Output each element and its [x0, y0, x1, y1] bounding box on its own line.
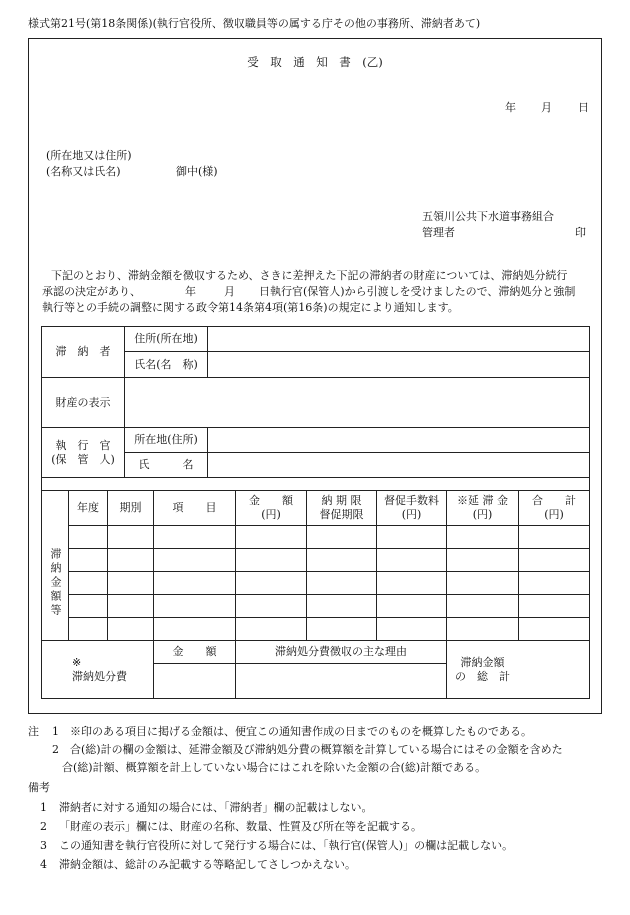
taxpayer-name-label: 氏名(名 称) [134, 357, 198, 371]
proc-reason-label: 滞納処分費徴収の主な理由 [275, 645, 407, 658]
col-total-2: (円) [544, 508, 564, 521]
property-field[interactable] [125, 378, 589, 427]
proc-amount-label: 金 額 [172, 645, 217, 658]
col-period: 期別 [119, 501, 142, 514]
proc-fee-text: 滞納処分費 [72, 669, 127, 683]
officer-location-label: 所在地(住所) [134, 433, 198, 446]
officer-label [42, 428, 124, 477]
recipient-address-label: (所在地又は住所) [46, 149, 132, 162]
recipient-suffix: 御中(様) [176, 165, 218, 178]
taxpayer-address-label: 住所(所在地) [134, 332, 198, 345]
col-delay-1: ※延 滞 金 [457, 494, 508, 507]
body-paragraph [42, 268, 597, 316]
officer-label-2: (保 管 人) [51, 452, 115, 466]
taxpayer-label: 滞 納 者 [55, 345, 111, 358]
arrears-label-text: 滞納金額等 [49, 548, 62, 618]
notes-label: 注 [28, 725, 39, 738]
remark-2: 「財産の表示」欄には、財産の名称、数量、性質及び所在等を記載する。 [59, 820, 422, 833]
officer-name-field[interactable] [208, 453, 589, 477]
remarks-label: 備考 [28, 781, 50, 794]
date-month: 月 [541, 101, 552, 114]
col-deadline [307, 491, 376, 525]
sender-title: 管理者 [422, 226, 455, 239]
grand-total-label-1: 滞納金額 [460, 655, 505, 669]
note-1: ※印のある項目に掲げる金額は、便宜この通知書作成の日までのものを概算したものである。 [70, 725, 532, 738]
sender-seal: 印 [575, 226, 586, 239]
recipient-name-label: (名称又は氏名) [46, 165, 121, 178]
taxpayer-name-field[interactable] [208, 352, 589, 377]
col-fee [377, 491, 446, 525]
body-line-2-b: 日執行官(保管人)から引渡しを受けましたので、滞納処分と強制 [259, 285, 576, 298]
officer-location-field[interactable] [208, 428, 589, 452]
remark-1: 滞納者に対する通知の場合には、「滞納者」欄の記載はしない。 [59, 801, 373, 814]
body-line-2-a: 承認の決定があり、 [42, 285, 141, 298]
remark-3-num: 3 [40, 839, 47, 852]
col-amount-1: 金 額 [249, 494, 293, 507]
officer-name-label: 氏 名 [138, 458, 194, 471]
body-line-3: 執行等との手続の調整に関する政令第14条第4項(第16条)の規定により通知します。 [42, 301, 459, 314]
grand-total-label-2: の 総 計 [455, 669, 510, 683]
grand-total-label [447, 641, 518, 698]
body-line-2-month: 月 [224, 285, 235, 298]
proc-fee-mark: ※ [72, 655, 82, 669]
col-fee-2: (円) [401, 508, 422, 521]
col-year: 年度 [77, 501, 99, 514]
remark-2-num: 2 [40, 820, 47, 833]
col-delay [447, 491, 518, 525]
proc-fee-label [42, 641, 153, 698]
document-title: 受 取 通 知 書 (乙) [247, 55, 383, 69]
note-2b: 合(総)計額、概算額を計上していない場合にはこれを除いた金額の合(総)計額である。 [62, 761, 487, 774]
note-2-num: 2 [52, 743, 59, 756]
arrears-label [42, 526, 68, 640]
col-amount [236, 491, 306, 525]
officer-label-1: 執 行 官 [55, 438, 111, 452]
remark-3: この通知書を執行官役所に対して発行する場合には、「執行官(保管人)」の欄は記載しない。 [59, 839, 514, 852]
col-item: 項 目 [172, 501, 217, 514]
date-year: 年 [505, 101, 516, 114]
taxpayer-address-field[interactable] [208, 327, 589, 351]
note-1-num: 1 [52, 725, 59, 738]
col-delay-2: (円) [472, 508, 493, 521]
remark-1-num: 1 [40, 801, 47, 814]
remark-4: 滞納金額は、総計のみ記載する等略記してさしつかえない。 [59, 858, 356, 871]
body-line-2-year: 年 [185, 285, 196, 298]
col-total [519, 491, 589, 525]
body-line-1: 下記のとおり、滞納金額を徴収するため、さきに差押えた下記の滞納者の財産については、滞納処分続行 [51, 269, 568, 282]
note-2a: 合(総)計の欄の金額は、延滞金額及び滞納処分費の概算額を計算している場合にはその金額を含めた [70, 743, 563, 756]
form-header: 様式第21号(第18条関係)(執行官役所、徴収職員等の属する庁その他の事務所、滞納者あて) [28, 17, 481, 30]
sender-org: 五領川公共下水道事務組合 [422, 210, 554, 223]
date-day: 日 [578, 101, 589, 114]
remark-4-num: 4 [40, 858, 47, 871]
col-amount-2: (円) [261, 508, 281, 521]
property-label: 財産の表示 [55, 395, 111, 409]
col-fee-1: 督促手数料 [384, 494, 439, 507]
col-total-1: 合 計 [532, 494, 576, 507]
col-deadline-2: 督促期限 [319, 508, 364, 521]
body-line-2 [42, 284, 597, 300]
col-deadline-1: 納 期 限 [321, 494, 362, 507]
